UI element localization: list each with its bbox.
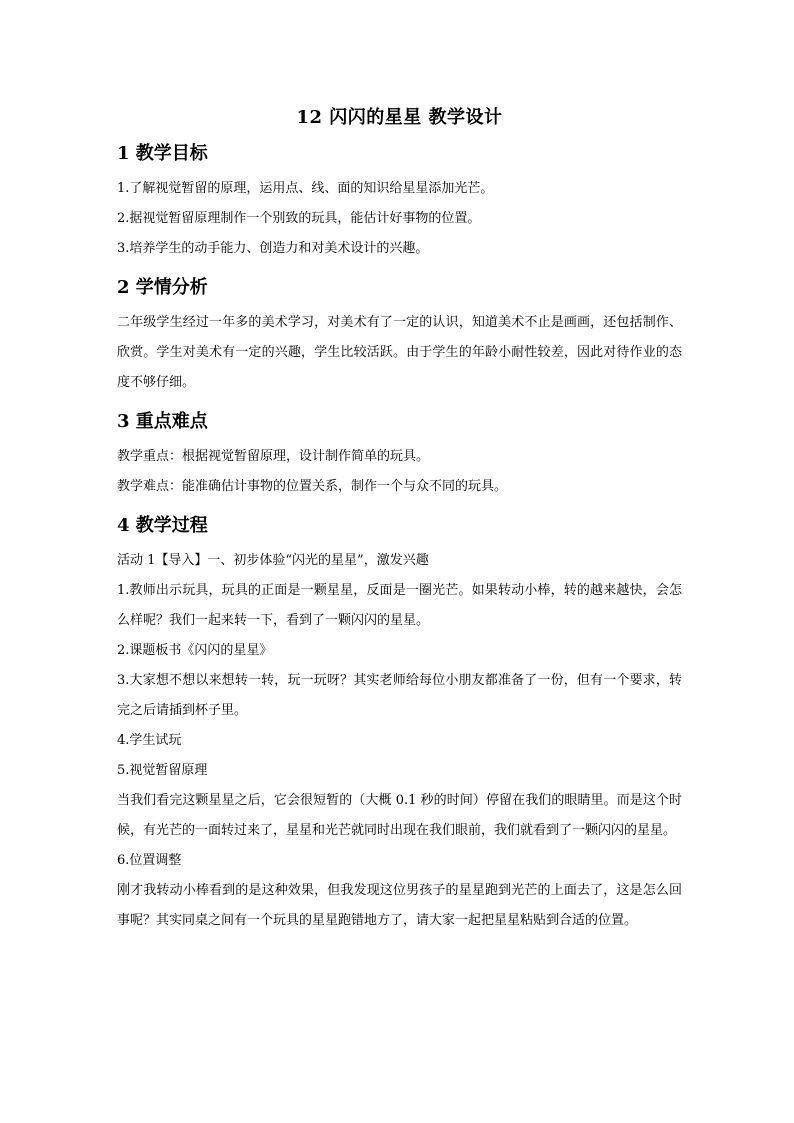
paragraph: 3.培养学生的动手能力、创造力和对美术设计的兴趣。	[117, 241, 429, 256]
paragraph: 教学难点：能准确估计事物的位置关系，制作一个与众不同的玩具。	[117, 479, 508, 494]
section-heading-student-analysis: 2 学情分析	[117, 277, 208, 298]
paragraph: 二年级学生经过一年多的美术学习，对美术有了一定的认识，知道美术不止是画画，还包括制作、欣赏。学生对美术有一定的兴趣，学生比较活跃。由于学生的年龄小耐性较差，因此对待作业的态度不够仔细。	[117, 315, 682, 390]
paragraph: 3.大家想不想以来想转一转，玩一玩呀？其实老师给每位小朋友都准备了一份，但有一个要求，转完之后请插到杯子里。	[117, 673, 682, 718]
document-body	[117, 104, 682, 936]
section-heading-teaching-process: 4 教学过程	[117, 515, 208, 536]
paragraph: 教学重点：根据视觉暂留原理，设计制作简单的玩具。	[117, 449, 430, 464]
section-heading-key-points: 3 重点难点	[117, 411, 208, 432]
paragraph: 2.据视觉暂留原理制作一个别致的玩具，能估计好事物的位置。	[117, 211, 481, 226]
document-title: 12 闪闪的星星 教学设计	[296, 107, 503, 128]
paragraph: 活动 1【导入】一、初步体验“闪光的星星”，激发兴趣	[117, 553, 429, 568]
paragraph: 2.课题板书《闪闪的星星》	[117, 643, 273, 658]
paragraph: 当我们看完这颗星星之后，它会很短暂的（大概 0.1 秒的时间）停留在我们的眼睛里。而是这个时候，有光芒的一面转过来了，星星和光芒就同时出现在我们眼前，我们就看到了一颗闪闪的星星。	[117, 793, 682, 838]
paragraph: 5.视觉暂留原理	[117, 763, 208, 778]
paragraph: 1.了解视觉暂留的原理，运用点、线、面的知识给星星添加光芒。	[117, 181, 494, 196]
paragraph: 6.位置调整	[117, 853, 182, 868]
paragraph: 1.教师出示玩具，玩具的正面是一颗星星，反面是一圈光芒。如果转动小棒，转的越来越快，会怎么样呢？我们一起来转一下，看到了一颗闪闪的星星。	[117, 583, 682, 628]
paragraph: 刚才我转动小棒看到的是这种效果，但我发现这位男孩子的星星跑到光芒的上面去了，这是怎么回事呢？其实同桌之间有一个玩具的星星跑错地方了，请大家一起把星星粘贴到合适的位置。	[117, 883, 682, 928]
paragraph: 4.学生试玩	[117, 733, 182, 748]
section-heading-teaching-goals: 1 教学目标	[117, 143, 208, 164]
